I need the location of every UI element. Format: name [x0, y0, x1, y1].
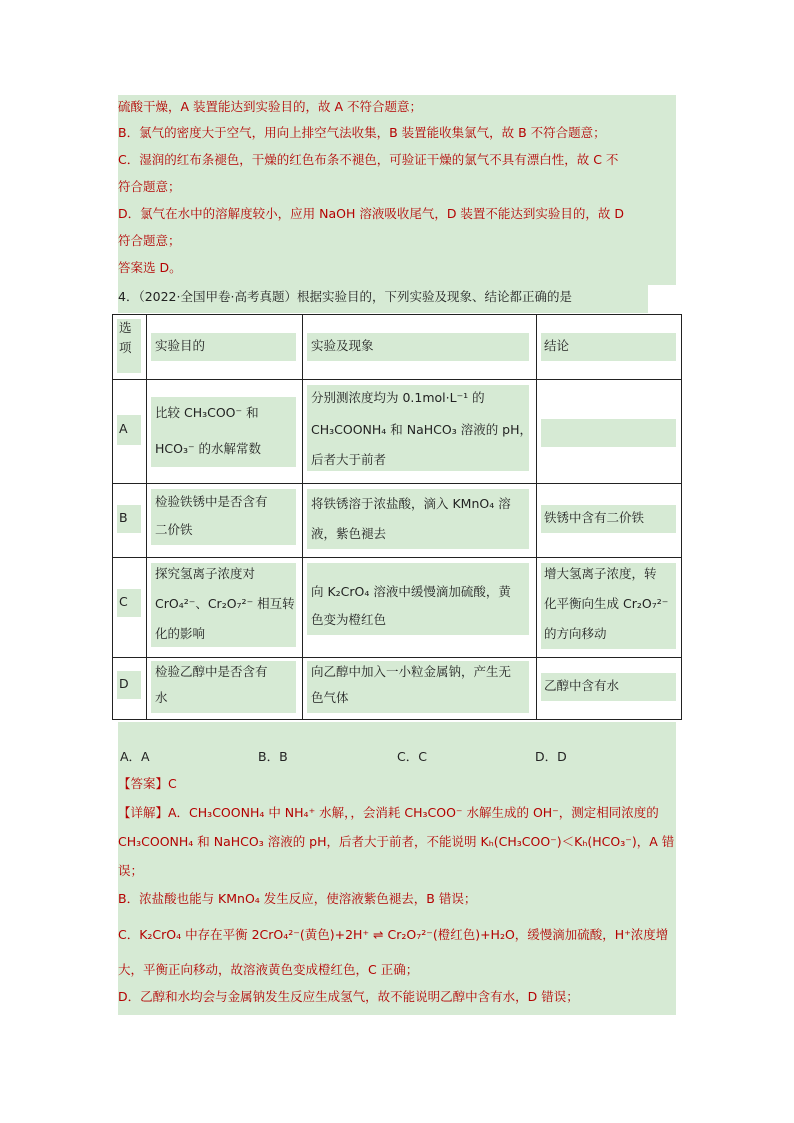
text-line: B．氯气的密度大于空气，用向上排空气法收集，B 装置能收集氯气，故 B 不符合题意； [118, 125, 606, 140]
text-line: 符合题意； [118, 233, 181, 248]
detail-line: D．乙醇和水均会与金属钠发生反应生成氢气，故不能说明乙醇中含有水，D 错误； [118, 989, 579, 1004]
row-b-conclusion: 铁锈中含有二价铁 [544, 510, 645, 525]
row-a-purpose-1: 比较 CH₃COO⁻ 和 [155, 405, 259, 420]
row-c-purpose-2: CrO₄²⁻、Cr₂O₇²⁻ 相互转 [155, 596, 295, 611]
experiment-table [112, 314, 682, 720]
row-c-purpose-1: 探究氢离子浓度对 [155, 566, 256, 581]
answer-label: 【答案】C [118, 776, 177, 791]
row-c-purpose-3: 化的影响 [155, 626, 206, 641]
row-b-purpose-1: 检验铁锈中是否含有 [155, 494, 268, 509]
row-a-phenomenon-1: 分别测浓度均为 0.1mol·L⁻¹ 的 [311, 390, 485, 405]
detail-line: B．浓盐酸也能与 KMnO₄ 发生反应，使溶液紫色褪去，B 错误； [118, 891, 477, 906]
row-c-option: C [119, 594, 128, 609]
row-d-purpose-2: 水 [155, 690, 168, 705]
header-conclusion: 结论 [544, 338, 570, 353]
detail-line: CH₃COONH₄ 和 NaHCO₃ 溶液的 pH，后者大于前者，不能说明 Kₕ(CH₃COO⁻)＜Kₕ(HCO₃⁻)，A 错 [118, 834, 675, 849]
detail-line: 【详解】A．CH₃COONH₄ 中 NH₄⁺ 水解，，会消耗 CH₃COO⁻ 水解生成的 OH⁻，测定相同浓度的 [118, 805, 659, 820]
row-c-conclusion-3: 的方向移动 [544, 626, 607, 641]
row-a-option: A [119, 421, 128, 436]
choice-d: D．D [535, 749, 567, 764]
row-c-conclusion-1: 增大氢离子浓度，转 [544, 566, 657, 581]
row-b-phenomenon-1: 将铁锈溶于浓盐酸，滴入 KMnO₄ 溶 [311, 496, 511, 511]
row-d-conclusion: 乙醇中含有水 [544, 678, 620, 693]
row-a-phenomenon-3: 后者大于前者 [311, 452, 387, 467]
choice-a: A．A [120, 749, 150, 764]
header-option: 选项 [119, 320, 132, 355]
header-purpose: 实验目的 [155, 338, 206, 353]
text-line: D．氯气在水中的溶解度较小，应用 NaOH 溶液吸收尾气，D 装置不能达到实验目的，故 D [118, 206, 625, 221]
detail-line: 大，平衡正向移动，故溶液黄色变成橙红色，C 正确； [118, 962, 419, 977]
row-b-option: B [119, 510, 128, 525]
text-line: 硫酸干燥，A 装置能达到实验目的，故 A 不符合题意； [118, 99, 423, 114]
row-d-phenomenon-1: 向乙醇中加入一小粒金属钠，产生无 [311, 664, 512, 679]
question-text: 4．（2022·全国甲卷·高考真题）根据实验目的，下列实验及现象、结论都正确的是 [118, 289, 572, 304]
header-phenomenon: 实验及现象 [311, 338, 374, 353]
row-b-purpose-2: 二价铁 [155, 522, 193, 537]
text-line: 答案选 D。 [118, 260, 182, 275]
detail-line: C．K₂CrO₄ 中存在平衡 2CrO₄²⁻(黄色)+2H⁺ ⇌ Cr₂O₇²⁻(橙红色)+H₂O，缓慢滴加硫酸，H⁺浓度增 [118, 927, 669, 942]
row-c-phenomenon-1: 向 K₂CrO₄ 溶液中缓慢滴加硫酸，黄 [311, 584, 511, 599]
row-a-purpose-2: HCO₃⁻ 的水解常数 [155, 441, 262, 456]
row-a-phenomenon-2: CH₃COONH₄ 和 NaHCO₃ 溶液的 pH， [311, 422, 533, 437]
choice-c: C．C [397, 749, 427, 764]
row-c-conclusion-2: 化平衡向生成 Cr₂O₇²⁻ [544, 596, 669, 611]
detail-line: 误； [118, 863, 144, 878]
row-d-option: D [119, 676, 129, 691]
row-c-phenomenon-2: 色变为橙红色 [311, 612, 387, 627]
row-d-purpose-1: 检验乙醇中是否含有 [155, 664, 268, 679]
text-line: C．湿润的红布条褪色，干燥的红色布条不褪色，可验证干燥的氯气不具有漂白性，故 C 不 [118, 152, 619, 167]
row-b-phenomenon-2: 液，紫色褪去 [311, 526, 387, 541]
text-line: 符合题意； [118, 179, 181, 194]
choice-b: B．B [258, 749, 288, 764]
row-d-phenomenon-2: 色气体 [311, 690, 349, 705]
